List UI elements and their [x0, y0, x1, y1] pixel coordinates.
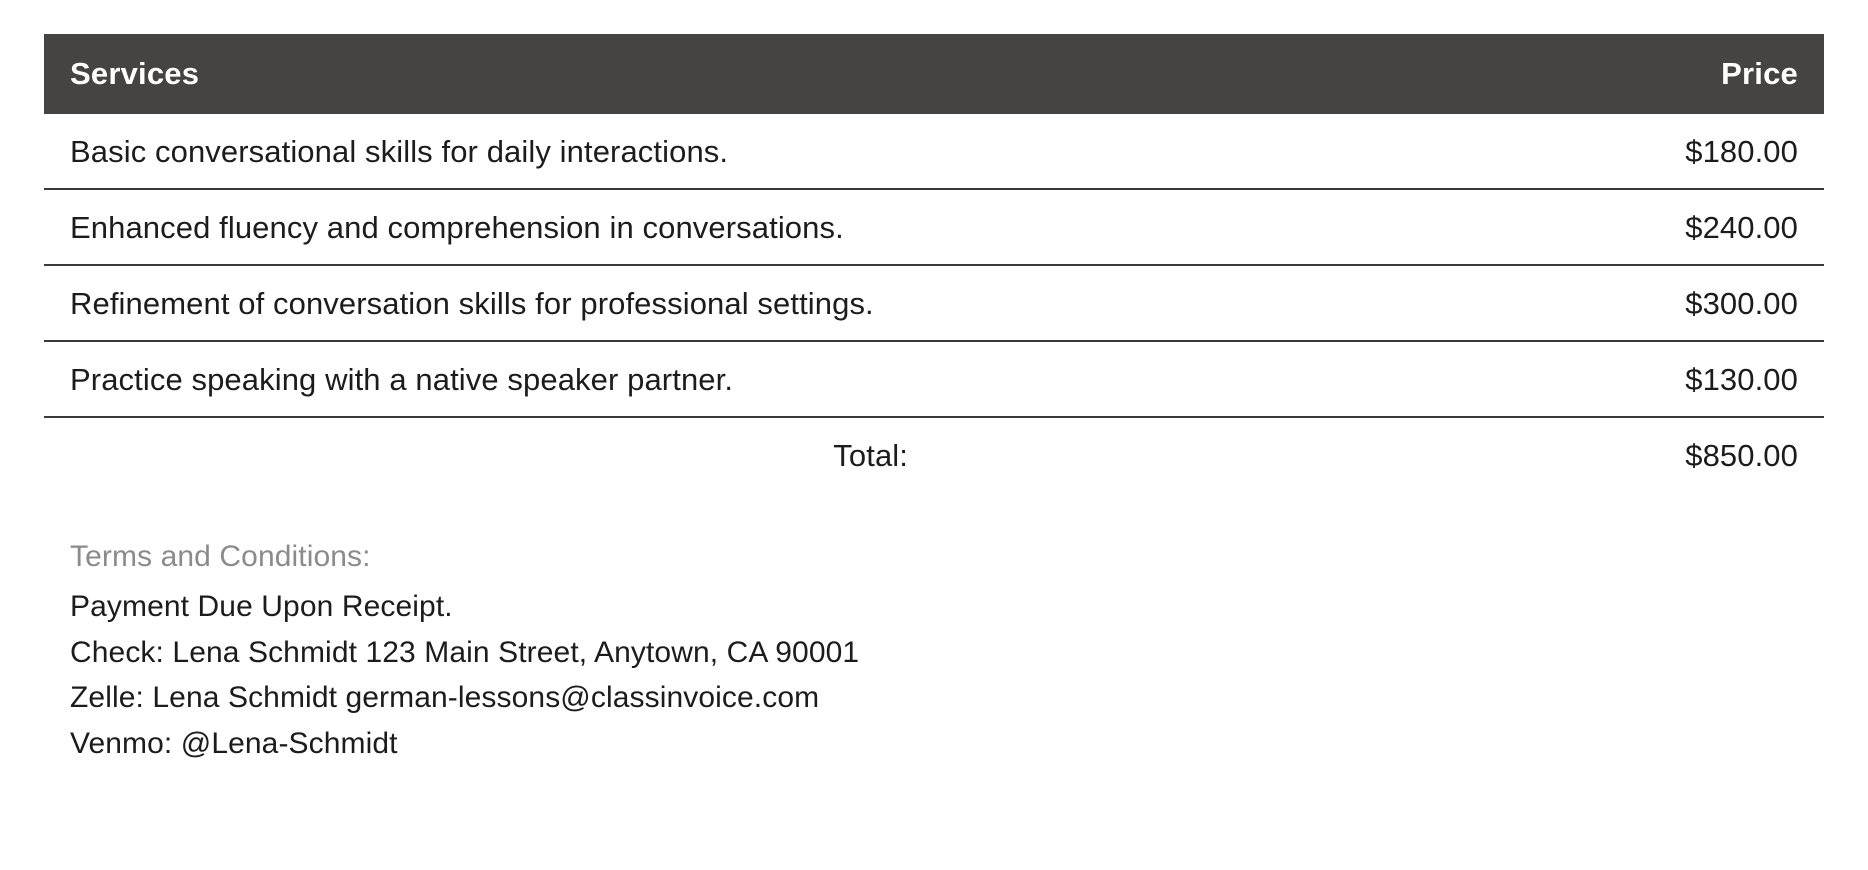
column-header-price: Price	[934, 34, 1824, 114]
terms-line-venmo: Venmo: @Lena-Schmidt	[70, 726, 398, 760]
service-description: Basic conversational skills for daily interactions.	[44, 114, 934, 189]
table-row	[44, 189, 1824, 265]
terms-line-payment: Payment Due Upon Receipt.	[70, 590, 453, 623]
total-label: Total:	[833, 438, 908, 473]
service-description: Refinement of conversation skills for professional settings.	[44, 265, 934, 341]
terms-line-check: Check: Lena Schmidt 123 Main Street, Anytown, CA 90001	[70, 635, 860, 669]
column-header-services: Services	[44, 34, 934, 114]
terms-title: Terms and Conditions:	[70, 540, 371, 573]
service-price: $240.00	[934, 189, 1824, 265]
service-price: $180.00	[934, 114, 1824, 189]
table-row	[44, 114, 1824, 189]
table-row	[44, 265, 1824, 341]
terms-line-zelle: Zelle: Lena Schmidt german-lessons@classinvoice.com	[70, 681, 820, 715]
service-price: $130.00	[934, 341, 1824, 417]
services-table-body	[44, 114, 1824, 492]
service-description: Enhanced fluency and comprehension in conversations.	[44, 189, 934, 265]
total-amount: $850.00	[1685, 438, 1798, 473]
services-table	[44, 34, 1824, 492]
table-header-row	[44, 34, 1824, 114]
services-table-head	[44, 34, 1824, 114]
service-price: $300.00	[934, 265, 1824, 341]
service-description: Practice speaking with a native speaker partner.	[44, 341, 934, 417]
terms-and-conditions-section	[44, 540, 1824, 766]
table-row	[44, 341, 1824, 417]
total-row	[44, 417, 1824, 492]
